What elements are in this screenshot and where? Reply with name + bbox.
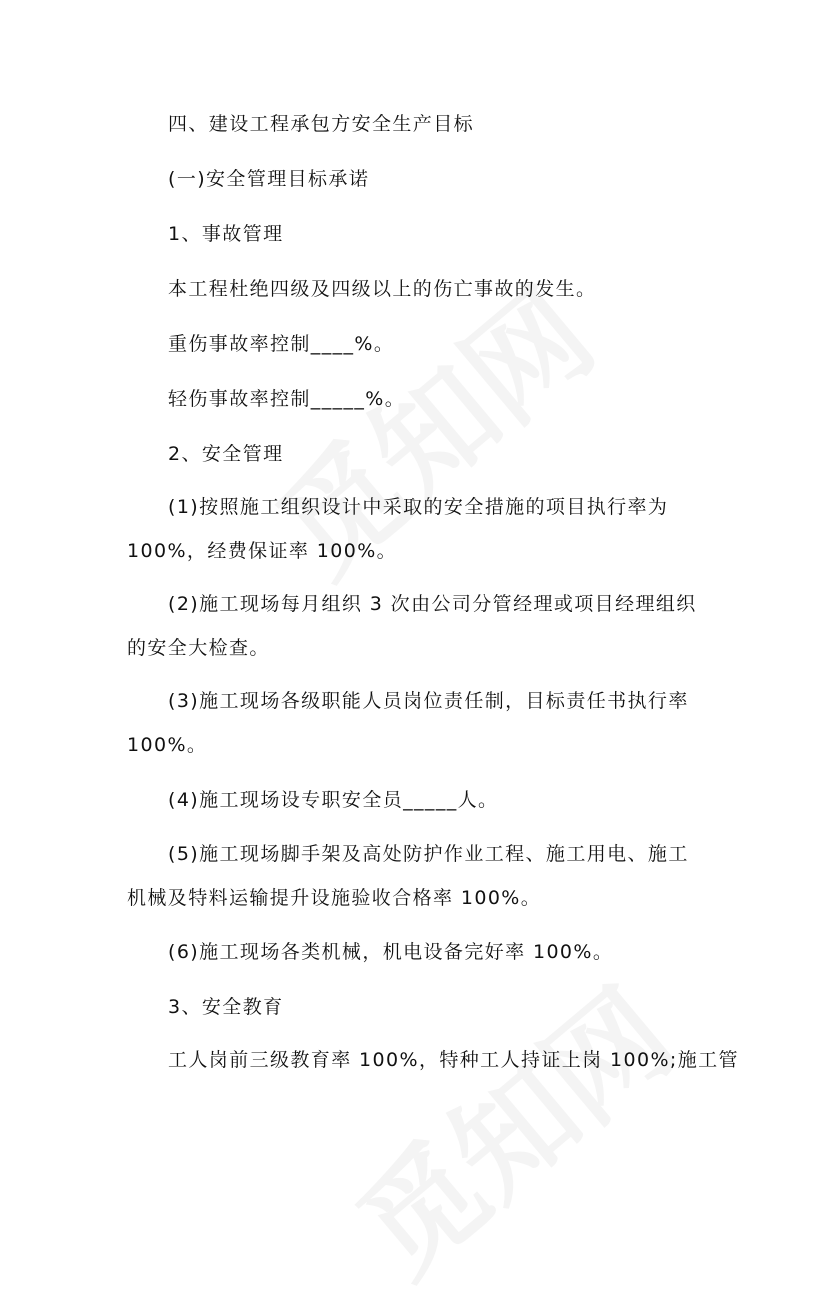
list-item-line: 100%。	[127, 734, 208, 756]
paragraph: 工人岗前三级教育率 100%，特种工人持证上岗 100%;施工管	[168, 1049, 739, 1071]
list-item-line: (3)施工现场各级职能人员岗位责任制，目标责任书执行率	[168, 690, 689, 712]
list-item-line: 100%，经费保证率 100%。	[127, 540, 398, 562]
list-item-line: (2)施工现场每月组织 3 次由公司分管经理或项目经理组织	[168, 593, 697, 615]
section-title: 1、事故管理	[168, 223, 284, 245]
list-item: (4)施工现场设专职安全员_____人。	[168, 789, 499, 811]
paragraph: 轻伤事故率控制_____%。	[168, 388, 406, 410]
list-item-line: (1)按照施工组织设计中采取的安全措施的项目执行率为	[168, 496, 669, 518]
subheading: (一)安全管理目标承诺	[168, 168, 370, 190]
section-title: 3、安全教育	[168, 996, 284, 1018]
paragraph: 本工程杜绝四级及四级以上的伤亡事故的发生。	[168, 278, 597, 300]
list-item: (6)施工现场各类机械，机电设备完好率 100%。	[168, 941, 614, 963]
list-item-line: (5)施工现场脚手架及高处防护作业工程、施工用电、施工	[168, 843, 689, 865]
list-item-line: 机械及特料运输提升设施验收合格率 100%。	[127, 887, 542, 909]
section-title: 2、安全管理	[168, 443, 284, 465]
section-heading: 四、建设工程承包方安全生产目标	[168, 113, 475, 135]
list-item-line: 的安全大检查。	[127, 637, 270, 659]
paragraph: 重伤事故率控制____%。	[168, 333, 395, 355]
watermark	[317, 944, 703, 1307]
